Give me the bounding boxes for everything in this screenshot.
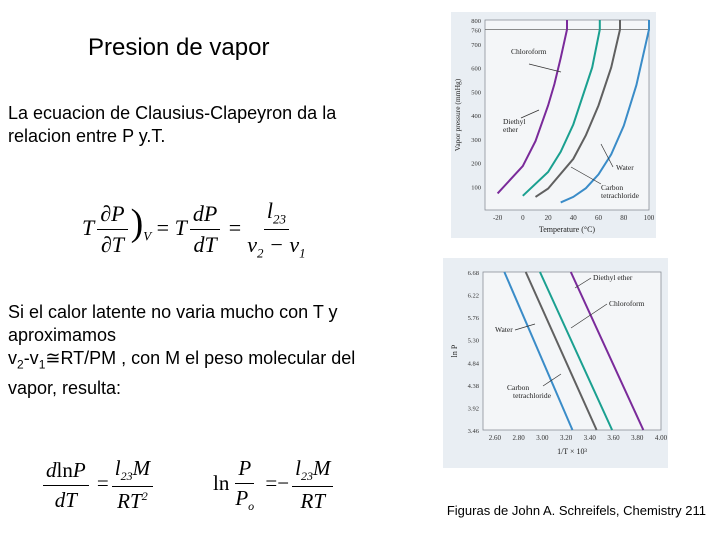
water-label: Water: [616, 163, 634, 172]
y-tick-label: 3.46: [467, 428, 479, 435]
x-tick-label: -20: [492, 214, 503, 222]
x-tick-label: 100: [643, 214, 655, 222]
figure-caption: Figuras de John A. Schreifels, Chemistry 211: [446, 503, 706, 518]
x-tick-label: 2.80: [512, 434, 525, 442]
intro-text: La ecuacion de Clausius-Clapeyron da la relacion entre P y.T.: [8, 103, 337, 146]
x-axis-label: Temperature (°C): [538, 225, 596, 234]
x-axis-label: 1/T × 10³: [557, 447, 587, 456]
approximation-line-1: Si el calor latente no varia mucho con T y aproximamos: [8, 302, 338, 345]
x-tick-label: 3.60: [607, 434, 620, 442]
approximation-text: [8, 301, 368, 400]
x-tick-label: 3.20: [559, 434, 573, 442]
y-axis-label: ln P: [450, 344, 459, 358]
x-tick-label: 40: [569, 214, 577, 222]
y-tick-label: 600: [471, 65, 481, 73]
y-tick-label: 800: [471, 18, 481, 25]
integrated-equation: ln $\frac{P}{P_o}$ =− $\frac{l_{23}M}{RT}$: [213, 456, 336, 514]
x-tick-label: 60: [595, 214, 603, 222]
chloroform-label: Chloroform: [511, 47, 547, 56]
y-tick-label: 760: [471, 27, 481, 35]
carbon-tetrachloride-label: Carbon tetrachloride: [507, 383, 551, 400]
y-axis-label: Vapor pressure (mmHg): [453, 78, 462, 152]
y-tick-label: 6.22: [467, 292, 479, 300]
x-tick-label: 4.00: [654, 434, 668, 442]
y-tick-label: 400: [471, 113, 481, 120]
vapor-pressure-svg: [451, 12, 656, 238]
x-tick-label: 2.60: [488, 434, 501, 442]
y-tick-label: 500: [471, 89, 481, 97]
x-tick-label: 20: [544, 214, 552, 222]
x-tick-label: 80: [620, 214, 628, 222]
diethyl-ether-label: Diethyl ether: [503, 117, 526, 134]
y-tick-label: 4.38: [467, 382, 479, 390]
y-tick-label: 300: [471, 136, 481, 144]
lnp-svg: [443, 258, 668, 468]
x-tick-label: 3.40: [583, 434, 596, 442]
y-tick-label: 5.76: [467, 315, 479, 323]
clausius-clapeyron-equation: T $\frac{\partial P}{\partial T}$ )$_V = T$ $\frac{dP}{dT}$ = $\frac{l_{23}}{v_2 - v_1}$: [82, 198, 306, 261]
plot-area: [483, 272, 661, 430]
diethyl-ether-label: Diethyl ether: [593, 273, 633, 282]
y-tick-label: 5.30: [467, 337, 479, 345]
chloroform-label: Chloroform: [609, 299, 645, 308]
y-tick-label: 200: [471, 160, 481, 168]
y-tick-label: 6.68: [467, 270, 479, 277]
y-tick-label: 4.84: [467, 360, 479, 368]
slide-title: Presion de vapor: [88, 34, 270, 61]
y-tick-label: 100: [471, 184, 481, 192]
y-tick-label: 3.92: [467, 405, 479, 413]
approximation-line-2: $v_2-v_1≅RT/PM$ , con M el peso molecular del vapor, resulta:: [8, 348, 356, 398]
x-tick-label: 3.80: [631, 434, 644, 442]
vapor-pressure-chart: [451, 12, 656, 238]
water-label: Water: [495, 325, 513, 334]
differential-equation: $\frac{dlnP}{dT}$ = $\frac{l_{23}M}{RT^2}$: [40, 456, 156, 514]
lnp-chart: [443, 258, 668, 468]
carbon-tetrachloride-label: Carbon tetrachloride: [601, 183, 639, 200]
x-tick-label: 0: [521, 214, 525, 222]
y-tick-label: 700: [471, 41, 481, 49]
x-tick-label: 3.00: [536, 434, 549, 442]
